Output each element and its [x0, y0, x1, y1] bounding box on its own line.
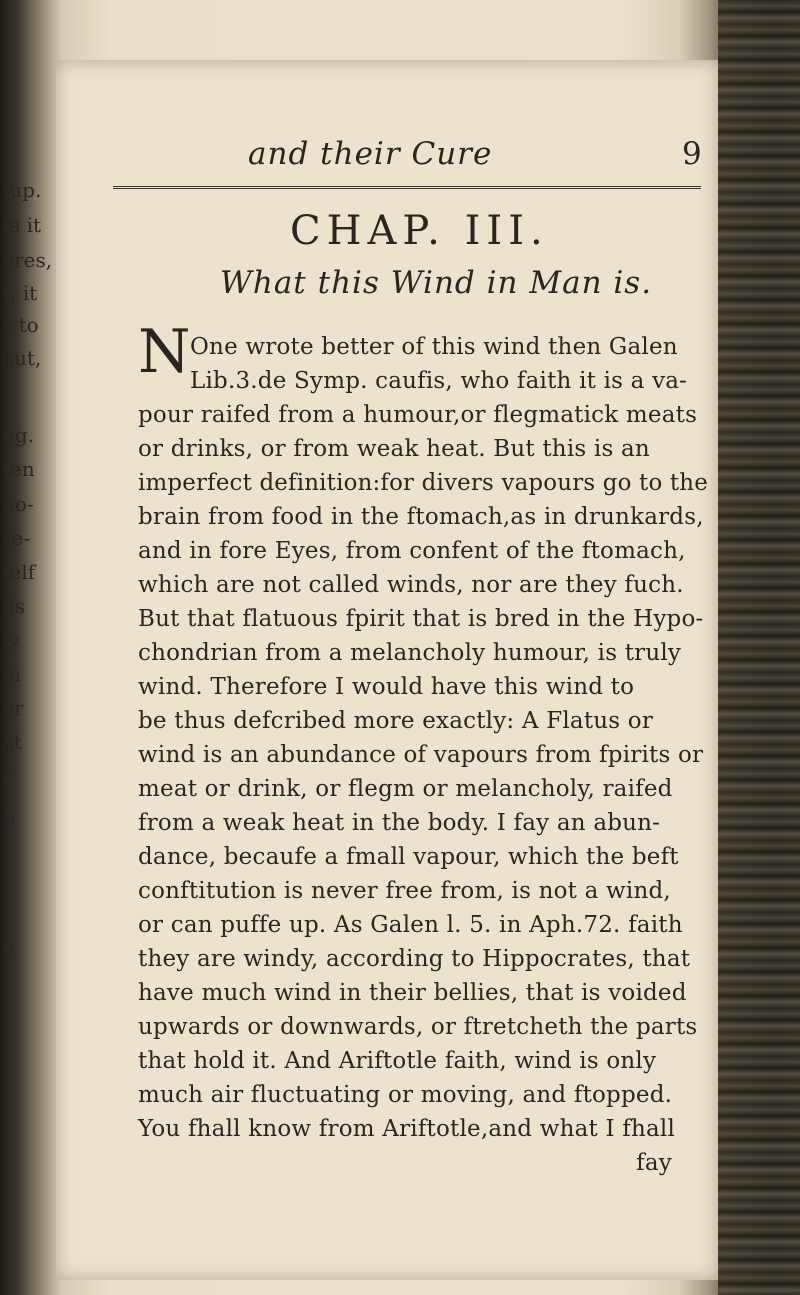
left-page-edge [0, 0, 56, 1295]
text-line: much air fluctuating or moving, and ftopped. [138, 1082, 673, 1108]
text-line: Lib.3.de Symp. caufis, who faith it is a va- [190, 368, 688, 394]
text-line: and in fore Eyes, from confent of the ftomach, [138, 538, 686, 564]
page-number: 9 [682, 136, 702, 172]
text-line: that hold it. And Ariftotle faith, wind is only [138, 1048, 657, 1074]
margin-fragment: ng. [2, 423, 35, 447]
text-line: But that flatuous fpirit that is bred in the Hypo- [138, 606, 704, 632]
text-line: or drinks, or from weak heat. But this is an [138, 436, 650, 462]
margin-fragment: ), [2, 799, 17, 823]
text-line: pour raifed from a humour,or flegmatick meats [138, 402, 698, 428]
margin-fragment: or [2, 696, 24, 720]
margin-fragment: ores, [2, 248, 53, 272]
text-line: or can puffe up. As Galen l. 5. in Aph.72. faith [138, 912, 683, 938]
margin-fragment: ly [2, 628, 20, 652]
margin-fragment: e [2, 935, 14, 959]
margin-fragment: fup. [2, 178, 42, 202]
text-line: from a weak heat in the body. I fay an abun- [138, 810, 661, 836]
text-line: have much wind in their bellies, that is voided [138, 980, 687, 1006]
margin-fragment: lls [2, 594, 26, 618]
text-line: brain from food in the ftomach,as in drunkards, [138, 504, 704, 530]
margin-fragment: . [2, 901, 9, 925]
chapter-heading: CHAP. III. [290, 208, 549, 254]
margin-fragment: le it [2, 213, 42, 237]
margin-fragment: r [2, 765, 12, 789]
margin-fragment: no- [2, 492, 34, 516]
text-line: dance, becaufe a fmall vapour, which the beft [138, 844, 679, 870]
text-line: wind is an abundance of vapours from fpirits or [138, 742, 704, 768]
text-line: chondrian from a melancholy humour, is truly [138, 640, 682, 666]
chapter-subtitle: What this Wind in Man is. [220, 265, 653, 301]
margin-fragment: s to [2, 313, 39, 337]
margin-fragment: m [2, 662, 21, 686]
margin-fragment: ten [2, 457, 35, 481]
margin-fragment: , [2, 867, 9, 891]
text-line: conftitution is never free from, is not a wind, [138, 878, 671, 904]
book-spine-edge [718, 0, 800, 1295]
text-line: wind. Therefore I would have this wind to [138, 674, 635, 700]
margin-fragment: felf [2, 560, 36, 584]
margin-fragment: t, it [2, 281, 38, 305]
text-line: You fhall know from Ariftotle,and what I fhall [138, 1116, 676, 1142]
text-line: which are not called winds, nor are they fuch. [138, 572, 684, 598]
catchword: fay [636, 1150, 672, 1176]
margin-fragment: out, [2, 346, 42, 370]
text-line: they are windy, according to Hippocrates, that [138, 946, 691, 972]
drop-cap: N [138, 317, 191, 387]
text-line: One wrote better of this wind then Galen [190, 334, 678, 360]
text-line: upwards or downwards, or ftretcheth the parts [138, 1014, 698, 1040]
text-line: meat or drink, or flegm or melancholy, raifed [138, 776, 673, 802]
header-rule [113, 186, 701, 189]
body-text [138, 330, 708, 1180]
margin-fragment: - [2, 833, 9, 857]
text-line: imperfect definition:for divers vapours go to the [138, 470, 708, 496]
text-line: be thus defcribed more exactly: A Flatus or [138, 708, 654, 734]
margin-fragment: re- [2, 526, 31, 550]
margin-fragment: at [2, 730, 22, 754]
running-head: and their Cure [248, 136, 493, 172]
